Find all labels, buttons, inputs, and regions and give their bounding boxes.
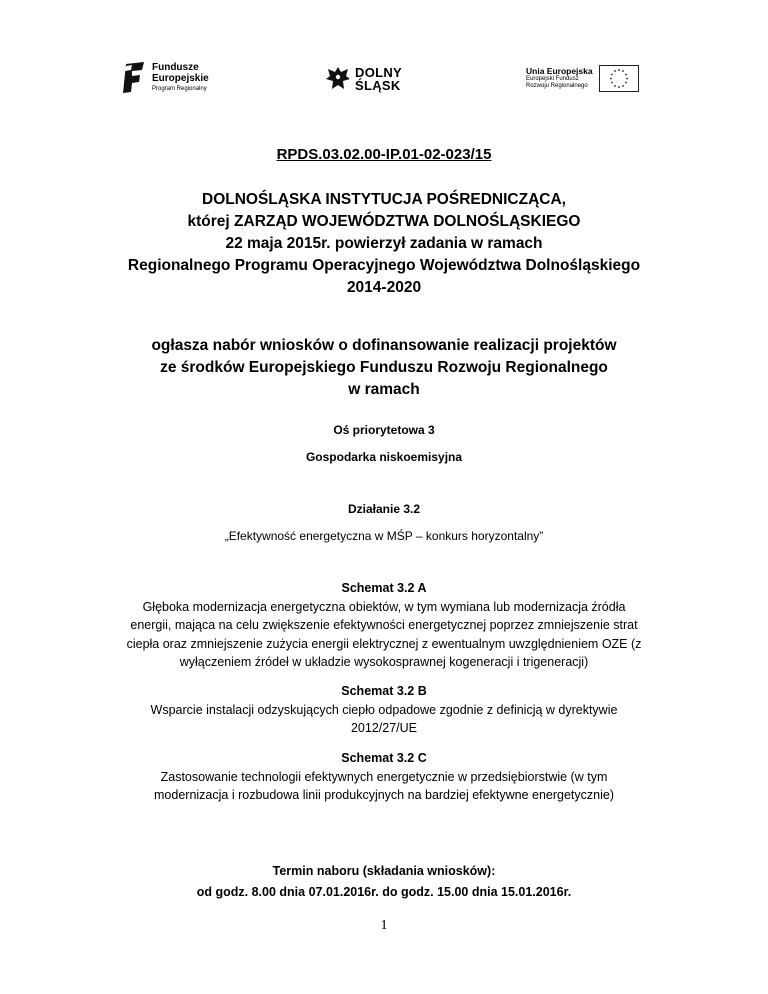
institution-line: DOLNOŚLĄSKA INSTYTUCJA POŚREDNICZĄCA, xyxy=(202,191,566,208)
priority-axis-label: Oś priorytetowa 3 xyxy=(333,423,435,437)
ue-logo-line3: Rozwoju Regionalnego xyxy=(526,83,588,90)
scheme-c-line: Zastosowanie technologii efektywnych energetycznie w przedsiębiorstwie (w tym xyxy=(160,769,608,784)
announcement-block xyxy=(0,335,768,401)
deadline-label: Termin naboru (składania wniosków): xyxy=(272,864,496,878)
scheme-a-line: Głęboka modernizacja energetyczna obiektów, w tym wymiana lub modernizacja źródła xyxy=(142,599,626,614)
ds-logo-line1: DOLNY xyxy=(355,65,402,80)
institution-line: 22 maja 2015r. powierzył zadania w ramach xyxy=(225,235,543,252)
dolny-slask-logo xyxy=(326,66,402,92)
fundusze-europejskie-icon xyxy=(122,62,146,94)
scheme-c-title: Schemat 3.2 C xyxy=(341,751,427,765)
institution-line: Regionalnego Programu Operacyjnego Województwa Dolnośląskiego xyxy=(127,257,641,274)
unia-europejska-logo xyxy=(526,65,639,92)
scheme-a-line: ciepła oraz zmniejszenie zużycia energii elektrycznej z ewentualnym uwzględnieniem OZE (z xyxy=(126,636,642,651)
announcement-line: w ramach xyxy=(348,381,420,398)
scheme-b-title: Schemat 3.2 B xyxy=(341,684,427,698)
fe-logo-line1: Fundusze xyxy=(152,62,199,74)
announcement-line: ze środków Europejskiego Funduszu Rozwoju Regionalnego xyxy=(160,359,608,376)
announcement-line: ogłasza nabór wniosków o dofinansowanie realizacji projektów xyxy=(151,337,617,354)
institution-line: 2014-2020 xyxy=(346,279,422,296)
institution-line: której ZARZĄD WOJEWÓDZTWA DOLNOŚLĄSKIEGO xyxy=(187,213,581,230)
deadline-value: od godz. 8.00 dnia 07.01.2016r. do godz. 15.00 dnia 15.01.2016r. xyxy=(196,885,572,899)
priority-axis-name: Gospodarka niskoemisyjna xyxy=(305,450,463,464)
scheme-c-block xyxy=(0,749,768,805)
action-name: „Efektywność energetyczna w MŚP – konkurs horyzontalny” xyxy=(224,529,544,543)
deadline-block xyxy=(0,861,768,903)
eu-flag-icon xyxy=(599,65,639,92)
eagle-crest-icon xyxy=(326,66,350,92)
fundusze-europejskie-logo xyxy=(122,62,209,94)
page-number: 1 xyxy=(380,918,388,933)
reference-number: RPDS.03.02.00-IP.01-02-023/15 xyxy=(276,146,492,163)
scheme-b-line: Wsparcie instalacji odzyskujących ciepło odpadowe zgodnie z definicją w dyrektywie xyxy=(150,702,618,717)
ue-logo-line2: Europejski Fundusz xyxy=(526,76,579,83)
scheme-b-line: 2012/27/UE xyxy=(350,721,418,735)
scheme-c-line: modernizacja i rozbudowa linii produkcyjnych na bardziej efektywne energetycznie) xyxy=(154,788,614,802)
fe-logo-line2: Europejskie xyxy=(152,72,209,84)
scheme-b-block xyxy=(0,682,768,738)
scheme-a-line: energii, mająca na celu zwiększenie efektywności energetycznej poprzez zmniejszenie strat xyxy=(130,618,638,632)
scheme-a-title: Schemat 3.2 A xyxy=(341,581,427,595)
ue-logo-line1: Unia Europejska xyxy=(526,65,593,76)
ds-logo-line2: ŚLĄSK xyxy=(355,78,401,93)
scheme-a-line: wyłączeniem źródeł w układzie wysokosprawnej kogeneracji i trigeneracji) xyxy=(179,655,589,669)
scheme-a-block xyxy=(0,579,768,672)
action-label: Działanie 3.2 xyxy=(347,502,421,516)
institution-block xyxy=(0,189,768,299)
fe-logo-line3: Program Regionalny xyxy=(152,86,207,93)
